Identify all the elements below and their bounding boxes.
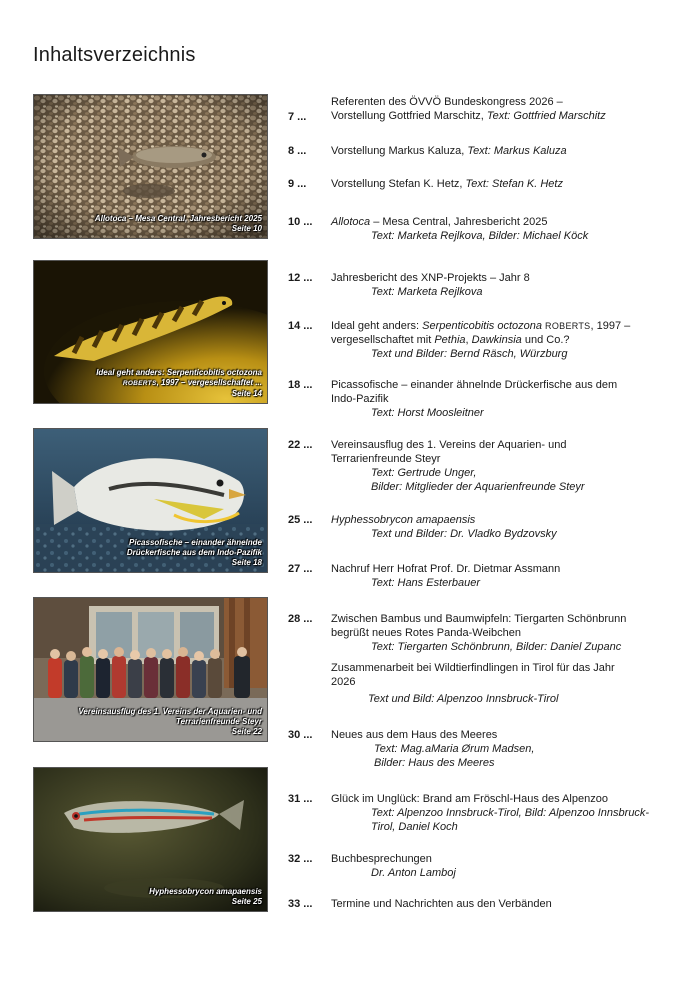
toc-title: Vorstellung Markus Kaluza, (331, 145, 468, 157)
toc-title: Buchbesprechungen (331, 853, 432, 865)
toc-credit: Text: Marketa Rejlkova (371, 286, 483, 298)
photo-caption-line1: Vereinsausflug des 1. Vereins der Aquarien- und (78, 707, 262, 716)
photo-hyphessobrycon[interactable] (33, 767, 268, 912)
toc-title: Termine und Nachrichten aus den Verbänden (331, 898, 552, 910)
photo-page: Seite 14 (231, 389, 262, 398)
toc-page-number: 18 ... (288, 379, 313, 391)
toc-credit: Bilder: Mitglieder der Aquarienfreunde Steyr (371, 481, 585, 493)
photo-caption-line1: Picassofische – einander ähnelnde (129, 538, 262, 547)
toc-subtitle: Zusammenarbeit bei Wildtierfindlingen in Tirol für das Jahr (331, 662, 615, 674)
toc-title: Picassofische – einander ähnelnde Drückerfische aus dem (331, 379, 618, 391)
photo-page: Seite 25 (231, 897, 262, 906)
toc-title: Indo-Pazifik (331, 393, 389, 405)
toc-page-number: 12 ... (288, 272, 313, 284)
toc-credit: Dr. Anton Lamboj (371, 867, 456, 879)
toc-page-number: 27 ... (288, 563, 313, 575)
toc-title: Hyphessobrycon amapaensis (331, 514, 476, 526)
toc-title-italic: Allotoca (331, 216, 371, 228)
toc-title: Neues aus dem Haus des Meeres (331, 729, 498, 741)
photo-page: Seite 18 (231, 558, 262, 567)
toc-credit: Text: Stefan K. Hetz (465, 178, 563, 190)
toc-page-number: 30 ... (288, 729, 313, 741)
toc-page-number: 10 ... (288, 216, 313, 228)
photo-serpenticobitis[interactable] (33, 260, 268, 404)
photo-caption-smallcaps: ROBERTS (122, 380, 157, 387)
toc-title: Terrarienfreunde Steyr (331, 453, 441, 465)
toc-credit: Text: Horst Moosleitner (371, 407, 484, 419)
toc-credit: Text: Gertrude Unger, (371, 467, 477, 479)
toc-page-number: 7 ... (288, 111, 307, 123)
photo-picassofisch[interactable] (33, 428, 268, 573)
photo-caption-line2: Terrarienfreunde Steyr (176, 717, 262, 726)
toc-title: begrüßt neues Rotes Panda-Weibchen (331, 627, 521, 639)
toc-credit: Tirol, Daniel Koch (371, 821, 458, 833)
toc-page-number: 25 ... (288, 514, 313, 526)
toc-title: Vorstellung Gottfried Marschitz, (331, 110, 487, 122)
toc-page-number: 14 ... (288, 320, 313, 332)
toc-title: Glück im Unglück: Brand am Fröschl-Haus des Alpenzoo (331, 793, 608, 805)
toc-credit: Bilder: Haus des Meeres (374, 757, 495, 769)
toc-page-number: 9 ... (288, 178, 307, 190)
toc-credit: Text: Mag.aMaria Ørum Madsen, (374, 743, 535, 755)
page-title: Inhaltsverzeichnis (33, 44, 196, 66)
photo-caption-line2: , 1997 – vergesellschaftet ... (156, 378, 262, 387)
toc-title: Referenten des ÖVVÖ Bundeskongress 2026 – (331, 96, 563, 108)
toc-title: – Mesa Central, Jahresbericht 2025 (370, 216, 548, 228)
photo-caption-line2: Drückerfische aus dem Indo-Pazifik (126, 548, 262, 557)
toc-page-number: 31 ... (288, 793, 313, 805)
toc-page-number: 28 ... (288, 613, 313, 625)
toc-credit: Text: Markus Kaluza (467, 145, 567, 157)
photo-vereinsausflug[interactable] (33, 597, 268, 742)
photo-caption: Hyphessobrycon amapaensis (149, 887, 262, 896)
toc-title: Vereinsausflug des 1. Vereins der Aquarien- und (331, 439, 567, 451)
toc-credit: Text: Marketa Rejlkova, Bilder: Michael Köck (371, 230, 589, 242)
toc-credit: Text: Hans Esterbauer (371, 577, 481, 589)
photo-caption: Allotoca – Mesa Central, Jahresbericht 2025 (94, 214, 262, 223)
toc-page-number: 8 ... (288, 145, 307, 157)
toc-page-number: 32 ... (288, 853, 313, 865)
toc-credit: Text: Gottfried Marschitz (486, 110, 606, 122)
toc-credit: Text und Bild: Alpenzoo Innsbruck-Tirol (368, 693, 559, 705)
toc-credit: Text und Bilder: Bernd Räsch, Würzburg (371, 348, 568, 360)
toc-credit: Text und Bilder: Dr. Vladko Bydzovsky (371, 528, 557, 540)
toc-page-number: 22 ... (288, 439, 313, 451)
photo-allotoca[interactable] (33, 94, 268, 239)
toc-subtitle: 2026 (331, 676, 356, 688)
photo-page: Seite 10 (231, 224, 262, 233)
toc-title: Zwischen Bambus und Baumwipfeln: Tiergarten Schönbrunn (331, 613, 627, 625)
photo-caption-line1: Ideal geht anders: Serpenticobitis octozona (96, 368, 262, 377)
toc-title: Nachruf Herr Hofrat Prof. Dr. Dietmar Assmann (331, 563, 561, 575)
toc-credit: Text: Tiergarten Schönbrunn, Bilder: Daniel Zupanc (371, 641, 622, 653)
toc-credit: Text: Alpenzoo Innsbruck-Tirol, Bild: Alpenzoo Innsbruck- (371, 807, 650, 819)
toc-title: Jahresbericht des XNP-Projekts – Jahr 8 (331, 272, 530, 284)
toc-page-number: 33 ... (288, 898, 313, 910)
photo-page: Seite 22 (231, 727, 262, 736)
toc-title: Vorstellung Stefan K. Hetz, (331, 178, 466, 190)
